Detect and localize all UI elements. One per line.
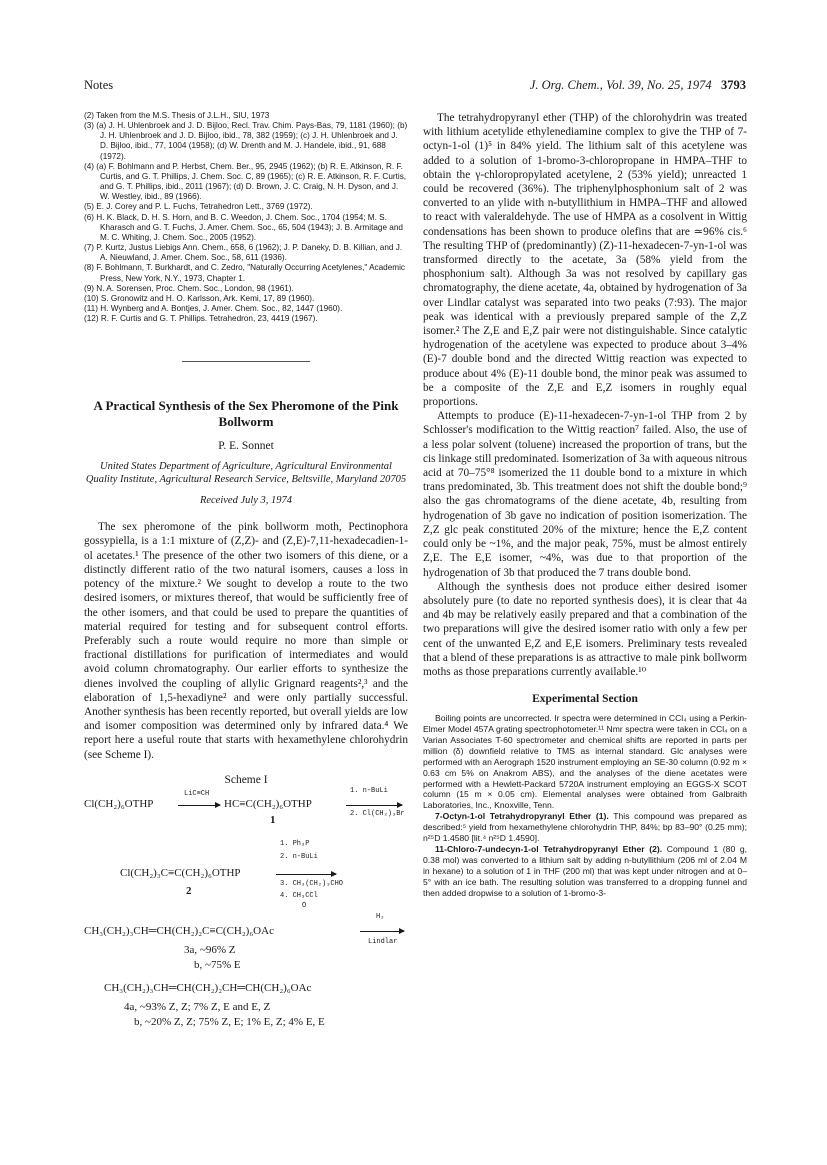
experimental-paragraph xyxy=(423,844,747,899)
compound-label-4b: b, ~20% Z, Z; 75% Z, E; 1% E, Z; 4% E, E xyxy=(134,1015,325,1028)
journal-name: J. Org. Chem., xyxy=(529,78,603,92)
left-column xyxy=(84,111,408,1064)
compound-label-2: 2 xyxy=(186,884,192,897)
scheme-product-1: HC≡C(CH₂)₆OTHP xyxy=(224,797,312,810)
scheme-title: Scheme I xyxy=(224,773,268,786)
body-paragraph: Although the synthesis does not produce either desired isomer absolutely pure (to date no reported synthesis does), it is clear that 4a and 4b may be relatively easily prepared and that a combination of the two preparations will give the desired isomer ratio with only a few per cent of the unwanted E,Z and E,E isomers. Preliminary tests revealed that a blend of these preparations is as attractive to male pink bollworm moths as those preparations currently available.¹⁰ xyxy=(423,580,747,678)
intro-paragraph: The sex pheromone of the pink bollworm moth, Pectinophora gossypiella, is a 1:1 mixture of (Z,Z)- and (Z,E)-7,11-hexadecadien-1-ol acetates.¹ The presence of the other two isomers of this diene, or a distinctly different ratio of the two natural isomers, causes a loss in potency of the mixture.² We sought to develop a route to the two desired isomers, or mixtures thereof, that would be sufficiently free of the other isomers, and that could be used to prepare the quantities of material required for testing and for subsequent control efforts. Preferably such a route would require no more than simple or fractional distillations for purification of intermediates and would avoid column chromatography. Our earlier efforts to synthesize the dienes involved the coupling of allylic Grignard reagents²,³ and the elaboration of 1,5-hexadiyne² and were only partially successful. Another synthesis has been recently reported, but overall yields are low and isomer composition was determined only by infrared data.⁴ We report here a useful route that starts with hexamethylene chlorohydrin (see Scheme I). xyxy=(84,521,408,761)
author-affiliation: United States Department of Agriculture, Agricultural Environmental Quality Institute, Agricultural Research Service, Beltsville, Maryland 20705 xyxy=(85,461,407,486)
journal-citation xyxy=(530,78,746,93)
reference-item: (5) E. J. Corey and P. L. Fuchs, Tetrahedron Lett., 3769 (1972). xyxy=(84,202,313,212)
page-header xyxy=(84,78,746,94)
reference-list xyxy=(84,111,408,324)
arrow-icon xyxy=(178,805,220,806)
section-divider xyxy=(182,361,310,362)
article-title: A Practical Synthesis of the Sex Pheromone of the Pink Bollworm xyxy=(93,398,399,430)
compound-heading: 11-Chloro-7-undecyn-1-ol Tetrahydropyranyl Ether (2). xyxy=(435,844,663,854)
reference-item: (12) R. F. Curtis and G. T. Phillips. Tetrahedron, 23, 4419 (1967). xyxy=(84,314,318,324)
scheme-intermediate-3: CH₃(CH₂)₃CH═CH(CH₂)₂C≡C(CH₂)₆OAc xyxy=(84,924,274,937)
experimental-text: This compound was prepared as described:⁵ yield from hexamethylene chlorohydrin THP, 84%; bp 83–90° (0.25 mm); n²⁵D 1.4580 [lit.⁴ n²⁵D 1.4590]. xyxy=(423,811,747,844)
scheme-step: 4. CH₃CCl xyxy=(280,891,318,900)
scheme-step: 2. n-BuLi xyxy=(280,852,318,861)
compound-label-3a: 3a, ~96% Z xyxy=(184,943,236,956)
experimental-text: Compound 1 (80 g, 0.38 mol) was converted to a lithium salt by adding n-butyllithium (206 ml of 2.04 M in hexane) to a solution of 1 in THF (200 ml) that was kept under nitrogen and at 0–5° with an ice bath. The resulting solution was transferred to a dropping funnel and then added dropwise to a solution of 1-bromo-3- xyxy=(423,844,748,898)
body-paragraph: The tetrahydropyranyl ether (THP) of the chlorohydrin was treated with lithium acetylide ethylenediamine complex to give the THP of 7-octyn-1-ol (1)⁵ in 84% yield. The lithium salt of this acetylene was added to a solution of 1-bromo-3-chloropropane in HMPA–THF to obtain the γ-chloropropylated acetylene, 2 (53% yield); unreacted 1 could be recovered (36%). The triphenylphosphonium salt of 2 was converted to an ylide with n-butyllithium in HMPA–THF and allowed to react with valeraldehyde. The use of HMPA as a cosolvent in Wittig condensations has been shown to produce olefins that are ≃96% cis.⁶ The resulting THP of (predominantly) (Z)-11-hexadecen-7-yn-1-ol was transformed directly to the acetate, 3a (58% yield from the phosphonium salt). Although 3a was not resolved by capillary gas chromatography, the diene acetate, 4a, obtained by hydrogenation of 3a over Lindlar catalyst was separated into two peaks (7:93). The major peak was identical with a previously prepared sample of the Z,Z isomer.² The Z,E and E,Z pair were not distinguishable. Since catalytic hydrogenation of the acetylene was expected to produce about 3–4% (E)-7 double bond and the directed Wittig reaction was expected to produce about 4% (E)-11 double bond, the minor peak was assumed to be a composite of the Z,E and E,Z isomers in roughly equal proportions. xyxy=(423,112,747,409)
received-date: Received July 3, 1974 xyxy=(199,495,293,507)
scheme-step: 1. n-BuLi xyxy=(350,786,388,795)
reference-item: (2) Taken from the M.S. Thesis of J.L.H., SIU, 1973 xyxy=(84,111,270,120)
reference-item: (4) (a) F. Bohlmann and P. Herbst, Chem. Ber., 95, 2945 (1962); (b) R. E. Atkinson, R. F. Curtis, and G. T. Phillips, J. Chem. Soc. C, 89 (1965); (c) R. E. Atkinson, R. F. Curtis, and G. T. Phillips, ibid., 2011 (1967); (d) D. Brown, J. C. Craig, N. H. Dyson, and J. W. Westley, ibid., 89 (1966). xyxy=(84,161,407,202)
right-column xyxy=(423,111,747,899)
compound-label-4a: 4a, ~93% Z, Z; 7% Z, E and E, Z xyxy=(124,1000,271,1013)
reaction-scheme xyxy=(84,774,408,1064)
scheme-final-product: CH₃(CH₂)₃CH═CH(CH₂)₂CH═CH(CH₂)₆OAc xyxy=(104,981,312,994)
scheme-step: 3. CH₃(CH₂)₃CHO xyxy=(280,879,344,888)
reference-item: (11) H. Wynberg and A. Bontjes, J. Amer. Chem. Soc., 82, 1447 (1960). xyxy=(84,303,343,313)
scheme-reagent-3-top: H₂ xyxy=(376,912,385,921)
compound-label-3b: b, ~75% E xyxy=(194,958,241,971)
experimental-paragraph: Boiling points are uncorrected. Ir spectra were determined in CCl₄ using a Perkin-Elmer Model 457A grating spectrophotometer.¹¹ Nmr spectra were taken in CCl₄ on a Varian Associates T-60 spectrometer and chemical shifts are reported in parts per million (δ) downfield relative to TMS as internal standard. Glc analyses were performed with an Aerograph 1520 instrument employing an SE-30 column (0.92 m × 0.63 cm 5% on Anakrom ABS), and the analyses of the diene acetates were performed with a Hewlett-Packard 5720A instrument employing an EGGS-X SCOT column (15 m × 0.05 cm). Elemental analyses were obtained from Galbraith Laboratories, Inc., Knoxville, Tenn. xyxy=(423,713,747,811)
experimental-paragraph xyxy=(423,811,747,844)
section-label: Notes xyxy=(84,78,114,92)
scheme-reagent-1: LiC≡CH xyxy=(184,789,210,798)
scheme-start-material: Cl(CH₂)₆OTHP xyxy=(84,797,154,810)
reference-item: (6) H. K. Black, D. H. S. Horn, and B. C. Weedon, J. Chem. Soc., 1704 (1954; M. S. Kharasch and G. T. Fuchs, J. Amer. Chem. Soc., 65, 504 (1943); J. B. Armitage and M. C. Whiting, J. Chem. Soc., 2005 (1952). xyxy=(84,212,403,242)
arrow-icon xyxy=(360,931,404,932)
scheme-intermediate-2: Cl(CH₂)₃C≡C(CH₂)₆OTHP xyxy=(120,866,241,879)
page-number: 3793 xyxy=(721,78,746,92)
compound-label-1: 1 xyxy=(270,813,276,826)
article-author: P. E. Sonnet xyxy=(218,440,274,453)
carbonyl-oxygen: O xyxy=(302,901,307,910)
scheme-step: 2. Cl(CH₂)₃Br xyxy=(350,809,405,818)
reference-item: (9) N. A. Sorensen, Proc. Chem. Soc., London, 98 (1961). xyxy=(84,283,294,293)
reference-item: (8) F. Bohlmann, T. Burkhardt, and C. Zedro, "Naturally Occurring Acetylenes," Academic Press, New York, N.Y., 1973, Chapter 1. xyxy=(84,263,406,283)
journal-volume: Vol. 39, No. 25, 1974 xyxy=(606,78,712,92)
reference-item: (7) P. Kurtz, Justus Liebigs Ann. Chem., 658, 6 (1962); J. P. Daneky, D. B. Killian, and J. A. Nieuwland, J. Amer. Chem. Soc., 58, 611 (1936). xyxy=(84,243,403,263)
arrow-icon xyxy=(346,805,402,806)
arrow-icon xyxy=(276,874,336,875)
body-paragraph: Attempts to produce (E)-11-hexadecen-7-yn-1-ol THP from 2 by Schlosser's modification to the Wittig reaction⁷ failed. Also, the use of a less polar solvent (toluene) increased the proportion of trans, but the cis linkage still predominated. Isomerization of 3a with aqueous nitrous acid at 70–75°⁸ isomerized the 11 double bond to a mixture in which trans predominated, 3b. This treatment does not shift the double bond;⁹ also the gas chromatograms of the diene acetate, 4b, resulting from hydrogenation of 3b gave no indication of position isomerization. The Z,Z glc peak constituted 20% of the mixture; hence the E,Z content could only be ~1%, and the major peak, 75%, must be almost entirely Z,E. The E,E isomer, ~4%, was due to that proportion of the hydrogenation of 3b that produced the 7 trans double bond. xyxy=(423,410,747,579)
scheme-reagent-3-bottom: Lindlar xyxy=(368,937,398,946)
scheme-step: 1. Ph₃P xyxy=(280,839,310,848)
compound-heading: 7-Octyn-1-ol Tetrahydropyranyl Ether (1). xyxy=(435,811,609,822)
section-heading: Experimental Section xyxy=(532,693,638,706)
reference-item: (3) (a) J. H. Uhlenbroek and J. D. Bijloo, Recl. Trav. Chim. Pays-Bas, 79, 1181 (1960); (b) J. H. Uhlenbroek and J. D. Bijloo, ibid., 78, 382 (1959); (c) J. H. Uhlenbroek and J. D. Bijloo, ibid., 77, 1004 (1958); (d) W. Drenth and M. J. Handele, ibid., 91, 688 (1972). xyxy=(84,121,408,161)
reference-item: (10) S. Gronowitz and H. O. Karlsson, Ark. Kemi, 17, 89 (1960). xyxy=(84,293,315,303)
